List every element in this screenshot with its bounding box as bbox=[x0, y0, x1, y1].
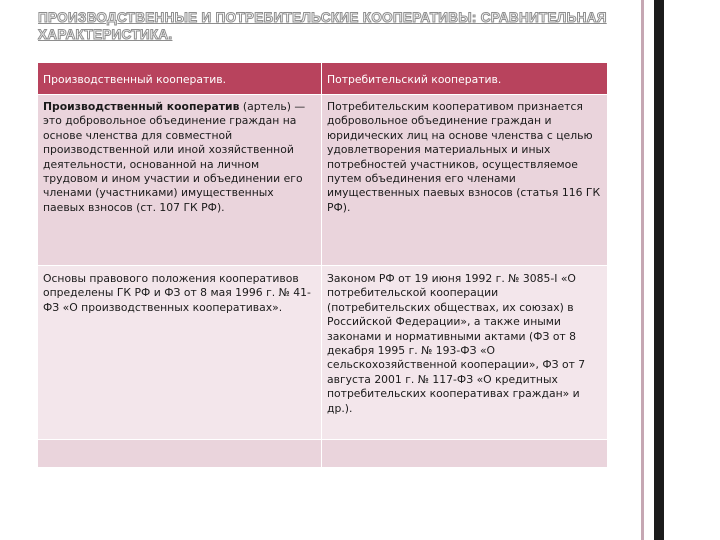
comparison-table bbox=[37, 62, 608, 468]
side-band-dark-stripe bbox=[654, 0, 664, 540]
table-row bbox=[38, 440, 608, 468]
slide-title: ПРОИЗВОДСТВЕННЫЕ И ПОТРЕБИТЕЛЬСКИЕ КООПЕРАТИВЫ: СРАВНИТЕЛЬНАЯ ХАРАКТЕРИСТИКА. bbox=[38, 10, 607, 42]
legal-basis-consumer-cell: Законом РФ от 19 июня 1992 г. № 3085-I «О потребительской кооперации (потребительских обществах, их союзах) в Российской Федерации», а также иными законами и нормативными актами (ФЗ от 8 декабря 1995 г. № 193-ФЗ «О сельскохозяйственной кооперации», ФЗ от 7 августа 2001 г. № 117-ФЗ «О кредитных потребительских кооперативах граждан» и др.). bbox=[322, 266, 608, 440]
definition-text: (артель) — это добровольное объединение граждан на основе членства для совместной производственной или иной хозяйственной деятельности, основанной на личном трудовом и ином участии и объединении его членами (участниками) имущественных паевых взносов (ст. 107 ГК РФ). bbox=[43, 100, 306, 214]
empty-cell bbox=[38, 440, 322, 468]
table-row bbox=[38, 266, 608, 440]
side-band bbox=[641, 0, 720, 540]
legal-basis-production-cell: Основы правового положения кооперативов определены ГК РФ и ФЗ от 8 мая 1996 г. № 41-ФЗ «О производственных кооперативах». bbox=[38, 266, 322, 440]
defined-term: Производственный кооператив bbox=[43, 100, 240, 113]
definition-production-cell bbox=[38, 95, 322, 266]
side-band-accent-line bbox=[641, 0, 644, 540]
table-header-row bbox=[38, 63, 608, 95]
definition-consumer-cell: Потребительским кооперативом признается добровольное объединение граждан и юридических лиц на основе членства с целью удовлетворения материальных и иных потребностей участников, осуществляемое путем объединения его членами имущественных паевых взносов (статья 116 ГК РФ). bbox=[322, 95, 608, 266]
header-production-coop: Производственный кооператив. bbox=[38, 63, 322, 95]
table-row bbox=[38, 95, 608, 266]
header-consumer-coop: Потребительский кооператив. bbox=[322, 63, 608, 95]
empty-cell bbox=[322, 440, 608, 468]
